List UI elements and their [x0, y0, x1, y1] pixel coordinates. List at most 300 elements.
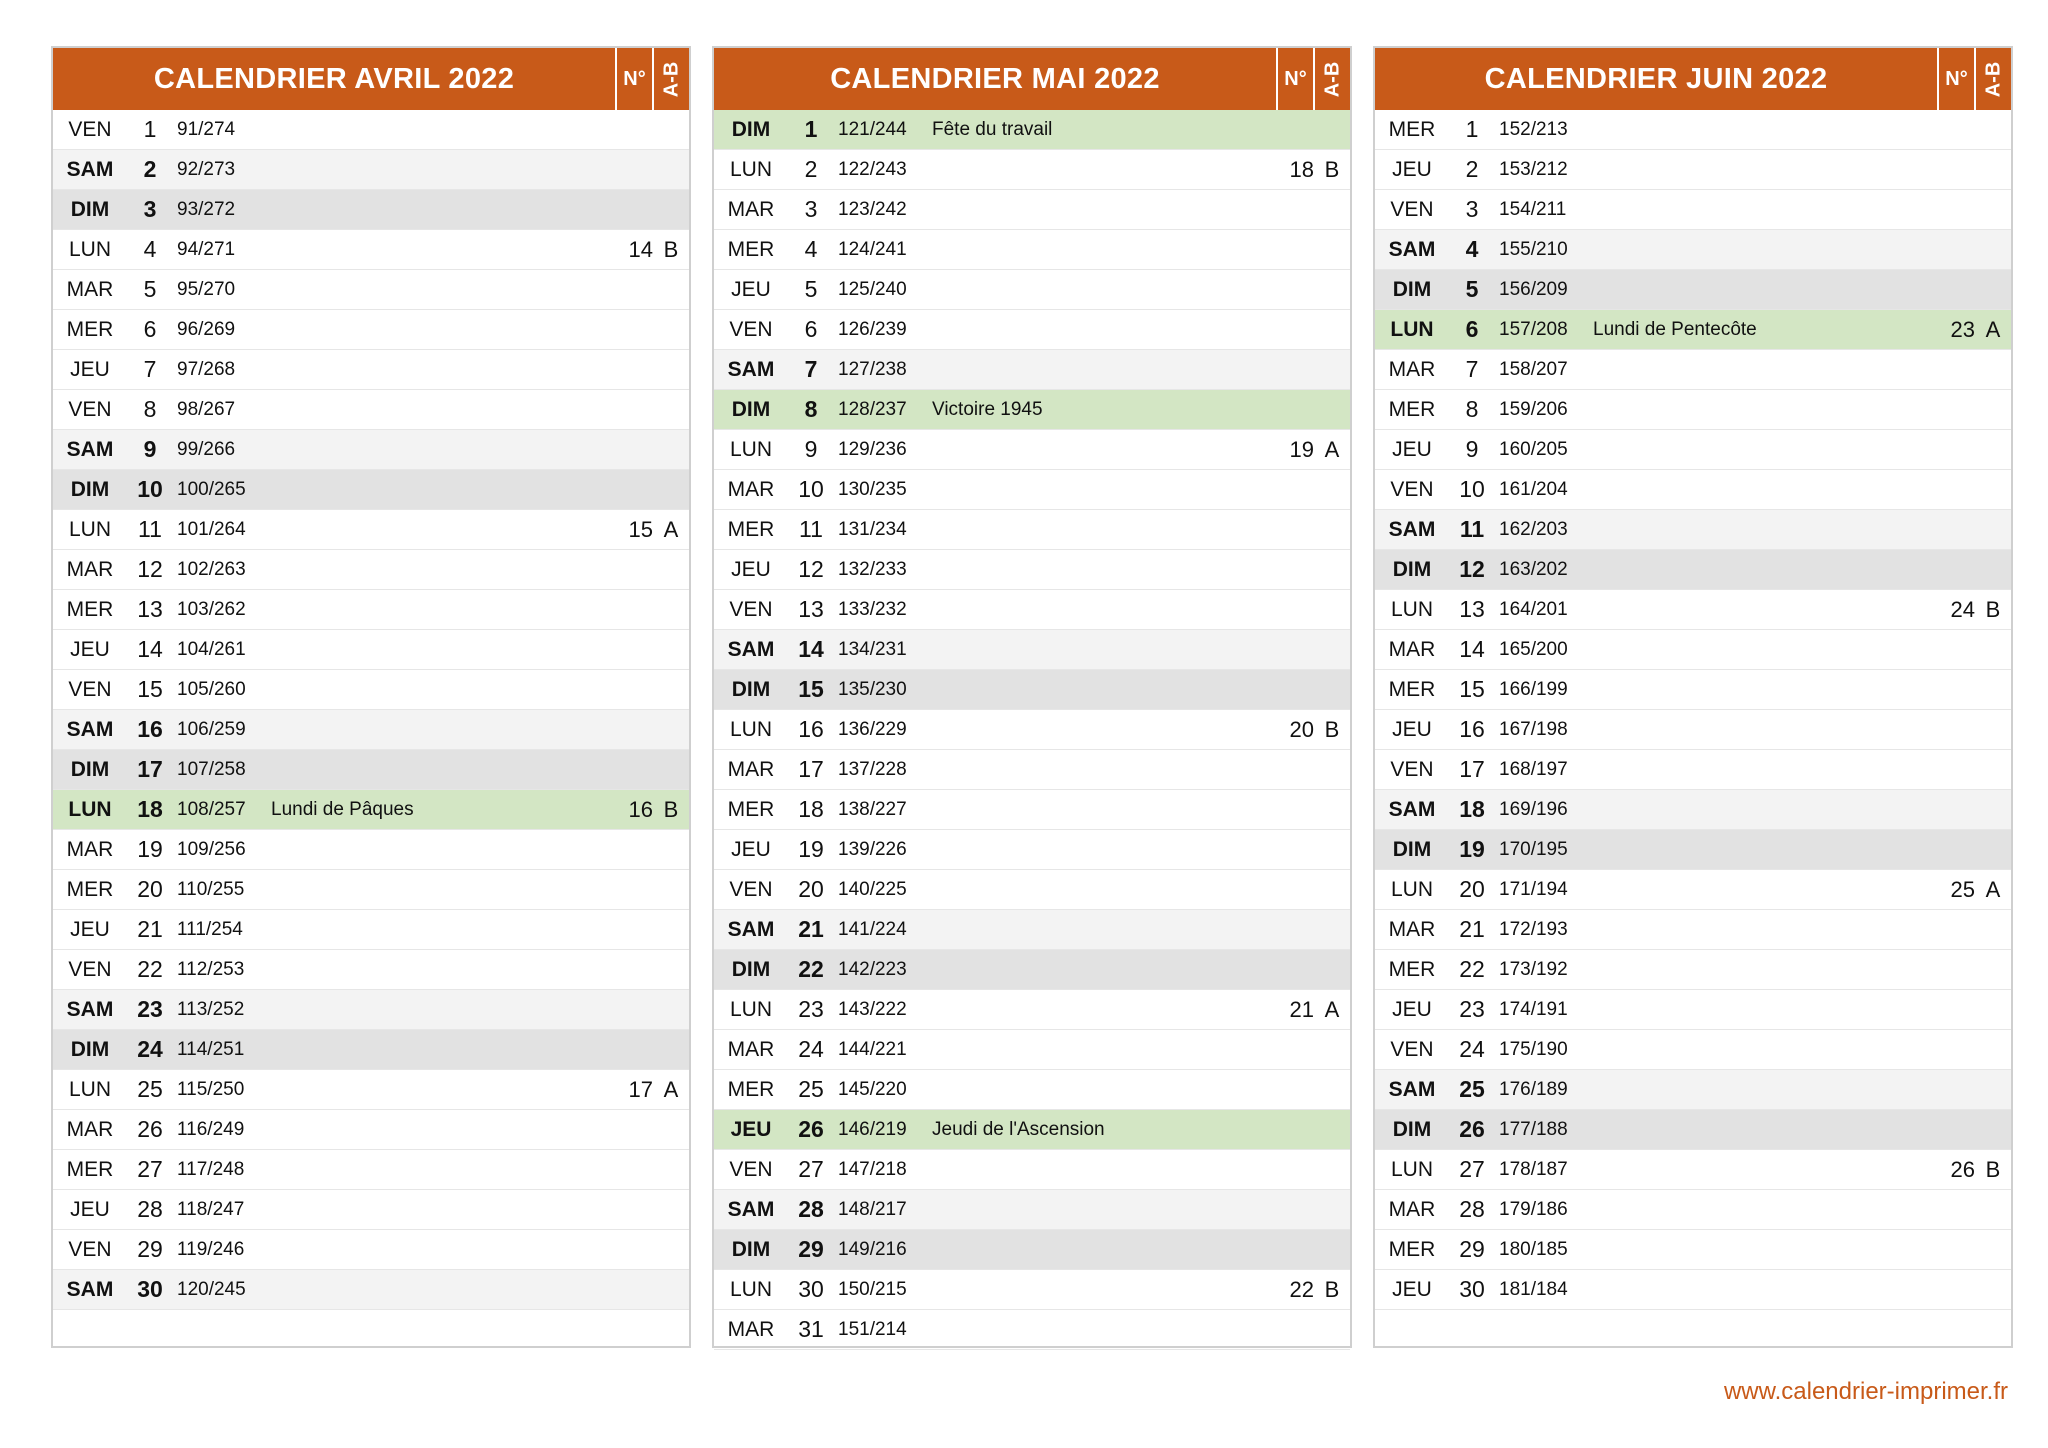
day-number: 27: [137, 1156, 163, 1182]
day-row: [53, 670, 689, 710]
day-name: VEN: [729, 1157, 773, 1181]
day-name: JEU: [70, 357, 110, 381]
day-name: MAR: [66, 1117, 114, 1141]
day-row: [714, 110, 1350, 150]
week-ab: B: [663, 236, 679, 262]
day-row: [1375, 150, 2011, 190]
week-number: 14: [628, 236, 653, 262]
day-name: MAR: [1388, 357, 1436, 381]
day-number: 16: [1459, 716, 1485, 742]
day-name: LUN: [68, 1077, 111, 1101]
day-name: VEN: [729, 317, 773, 341]
day-number: 6: [143, 316, 157, 342]
day-of-year: 102/263: [177, 558, 246, 580]
day-of-year: 101/264: [177, 518, 246, 540]
day-row: [53, 230, 689, 270]
day-number: 2: [1465, 156, 1479, 182]
day-row: [53, 430, 689, 470]
day-of-year: 116/249: [177, 1118, 245, 1140]
day-of-year: 108/257: [177, 798, 246, 820]
day-number: 13: [137, 596, 163, 622]
day-number: 14: [1459, 636, 1485, 662]
day-name: DIM: [1392, 277, 1432, 301]
day-name: SAM: [66, 437, 114, 461]
day-row: [1375, 430, 2011, 470]
day-row: [53, 350, 689, 390]
day-of-year: 124/241: [838, 238, 907, 260]
week-number-header: N°: [1937, 48, 1974, 110]
day-row: [714, 1190, 1350, 1230]
day-name: JEU: [1392, 997, 1432, 1021]
day-name: DIM: [70, 1037, 110, 1061]
day-row: [1375, 630, 2011, 670]
calendar-title: CALENDRIER AVRIL 2022: [153, 62, 515, 95]
day-number: 3: [143, 196, 157, 222]
day-row: [714, 1070, 1350, 1110]
footer-website-link[interactable]: www.calendrier-imprimer.fr: [1723, 1378, 2008, 1405]
day-number: 22: [137, 956, 163, 982]
day-number: 23: [1459, 996, 1485, 1022]
day-name: JEU: [1392, 437, 1432, 461]
day-row: [1375, 1190, 2011, 1230]
day-of-year: 137/228: [838, 758, 907, 780]
day-name: LUN: [729, 157, 772, 181]
day-of-year: 126/239: [838, 318, 907, 340]
day-row: [714, 1110, 1350, 1150]
week-number: 21: [1289, 996, 1314, 1022]
day-of-year: 135/230: [838, 678, 907, 700]
day-name: VEN: [68, 397, 112, 421]
day-of-year: 92/273: [177, 158, 236, 180]
day-name: LUN: [1390, 1157, 1433, 1181]
day-name: JEU: [731, 837, 771, 861]
day-row: [714, 910, 1350, 950]
day-of-year: 100/265: [177, 478, 246, 500]
day-name: JEU: [731, 277, 771, 301]
day-name: JEU: [70, 637, 110, 661]
day-row: [1375, 110, 2011, 150]
day-name: VEN: [68, 117, 112, 141]
holiday-label: Lundi de Pentecôte: [1593, 318, 1757, 340]
day-row: [714, 1030, 1350, 1070]
day-name: LUN: [68, 517, 111, 541]
day-name: LUN: [729, 1277, 772, 1301]
day-name: MER: [66, 877, 114, 901]
day-row: [1375, 270, 2011, 310]
day-name: MER: [66, 317, 114, 341]
day-row: [714, 670, 1350, 710]
calendar-header: [1375, 48, 2011, 110]
day-name: MER: [66, 1157, 114, 1181]
day-name: DIM: [1392, 837, 1432, 861]
day-of-year: 136/229: [838, 718, 907, 740]
day-number: 13: [1459, 596, 1485, 622]
week-number: 15: [628, 516, 653, 542]
day-row: [1375, 1030, 2011, 1070]
day-of-year: 159/206: [1499, 398, 1568, 420]
day-row: [53, 790, 689, 830]
day-name: MAR: [66, 557, 114, 581]
day-row: [1375, 550, 2011, 590]
day-number: 30: [1459, 1276, 1485, 1302]
day-of-year: 122/243: [838, 158, 907, 180]
week-number-header: N°: [615, 48, 652, 110]
day-number: 22: [798, 956, 824, 982]
week-ab-header: [1974, 48, 2011, 110]
week-ab: A: [663, 516, 679, 542]
week-ab: A: [663, 1076, 679, 1102]
week-ab: B: [1324, 716, 1340, 742]
day-row: [714, 190, 1350, 230]
day-row: [1375, 870, 2011, 910]
day-number: 20: [1459, 876, 1485, 902]
day-number: 13: [798, 596, 824, 622]
day-name: DIM: [1392, 557, 1432, 581]
day-number: 15: [798, 676, 824, 702]
calendar-header: [53, 48, 689, 110]
day-row: [53, 990, 689, 1030]
day-name: SAM: [66, 1277, 114, 1301]
week-number: 16: [628, 796, 653, 822]
day-number: 17: [137, 756, 163, 782]
day-row: [1375, 990, 2011, 1030]
day-number: 23: [137, 996, 163, 1022]
day-of-year: 99/266: [177, 438, 236, 460]
day-number: 9: [143, 436, 157, 462]
week-ab: B: [663, 796, 679, 822]
day-number: 19: [137, 836, 163, 862]
day-name: JEU: [70, 1197, 110, 1221]
day-rows: [714, 110, 1350, 1350]
day-name: MAR: [66, 277, 114, 301]
day-row: [53, 830, 689, 870]
day-name: VEN: [1390, 1037, 1434, 1061]
day-name: LUN: [68, 237, 111, 261]
day-of-year: 112/253: [177, 958, 245, 980]
day-row: [714, 430, 1350, 470]
day-row: [1375, 670, 2011, 710]
day-row: [714, 1230, 1350, 1270]
day-number: 2: [143, 156, 157, 182]
day-of-year: 131/234: [838, 518, 907, 540]
week-number: 22: [1289, 1276, 1314, 1302]
day-name: MAR: [66, 837, 114, 861]
day-number: 4: [143, 236, 157, 262]
day-number: 6: [1465, 316, 1479, 342]
day-row: [53, 750, 689, 790]
day-row: [1375, 950, 2011, 990]
day-row: [53, 510, 689, 550]
day-of-year: 115/250: [177, 1078, 245, 1100]
day-of-year: 177/188: [1499, 1118, 1568, 1140]
day-number: 11: [138, 516, 162, 542]
day-of-year: 167/198: [1499, 718, 1568, 740]
day-row: [714, 830, 1350, 870]
day-of-year: 155/210: [1499, 238, 1568, 260]
day-of-year: 144/221: [838, 1038, 907, 1060]
day-of-year: 158/207: [1499, 358, 1568, 380]
day-of-year: 149/216: [838, 1238, 907, 1260]
day-row: [53, 470, 689, 510]
day-of-year: 154/211: [1499, 198, 1567, 220]
day-of-year: 103/262: [177, 598, 246, 620]
day-number: 29: [137, 1236, 163, 1262]
week-ab: B: [1985, 596, 2001, 622]
day-number: 25: [137, 1076, 163, 1102]
day-of-year: 95/270: [177, 278, 236, 300]
day-of-year: 94/271: [177, 238, 236, 260]
week-number: 19: [1289, 436, 1314, 462]
day-of-year: 117/248: [177, 1158, 245, 1180]
day-number: 8: [143, 396, 157, 422]
day-name: MAR: [727, 1317, 775, 1341]
holiday-label: Jeudi de l'Ascension: [932, 1118, 1105, 1140]
day-name: MER: [1388, 117, 1436, 141]
holiday-label: Victoire 1945: [932, 398, 1043, 420]
day-number: 27: [1459, 1156, 1485, 1182]
day-of-year: 146/219: [838, 1118, 907, 1140]
day-of-year: 123/242: [838, 198, 907, 220]
day-of-year: 139/226: [838, 838, 907, 860]
day-number: 12: [1459, 556, 1485, 582]
day-name: MAR: [1388, 917, 1436, 941]
holiday-label: Fête du travail: [932, 118, 1053, 140]
day-name: DIM: [731, 957, 771, 981]
day-row: [1375, 1070, 2011, 1110]
day-row: [53, 1190, 689, 1230]
calendar-title: CALENDRIER JUIN 2022: [1484, 62, 1828, 95]
day-number: 16: [137, 716, 163, 742]
day-name: DIM: [731, 397, 771, 421]
day-number: 6: [804, 316, 818, 342]
day-of-year: 97/268: [177, 358, 236, 380]
day-of-year: 121/244: [838, 118, 907, 140]
day-of-year: 161/204: [1499, 478, 1568, 500]
day-row: [53, 1070, 689, 1110]
day-of-year: 156/209: [1499, 278, 1568, 300]
day-row: [1375, 470, 2011, 510]
day-number: 5: [804, 276, 818, 302]
day-of-year: 118/247: [177, 1198, 245, 1220]
week-number: 23: [1950, 316, 1975, 342]
day-name: MAR: [727, 1037, 775, 1061]
day-number: 25: [1459, 1076, 1485, 1102]
day-number: 28: [798, 1196, 824, 1222]
day-row: [714, 510, 1350, 550]
day-number: 24: [1459, 1036, 1485, 1062]
day-of-year: 160/205: [1499, 438, 1568, 460]
day-row: [53, 950, 689, 990]
day-row: [53, 630, 689, 670]
day-of-year: 106/259: [177, 718, 246, 740]
day-number: 28: [137, 1196, 163, 1222]
day-name: SAM: [727, 1197, 775, 1221]
day-of-year: 96/269: [177, 318, 236, 340]
day-number: 10: [137, 476, 163, 502]
day-of-year: 119/246: [177, 1238, 245, 1260]
day-of-year: 140/225: [838, 878, 907, 900]
day-name: MAR: [1388, 1197, 1436, 1221]
day-row: [53, 1230, 689, 1270]
day-number: 19: [798, 836, 824, 862]
day-number: 5: [1465, 276, 1479, 302]
day-of-year: 171/194: [1499, 878, 1568, 900]
day-name: VEN: [1390, 197, 1434, 221]
day-number: 26: [137, 1116, 163, 1142]
day-name: DIM: [731, 1237, 771, 1261]
day-of-year: 125/240: [838, 278, 907, 300]
day-number: 18: [798, 796, 824, 822]
day-number: 15: [137, 676, 163, 702]
day-number: 2: [804, 156, 818, 182]
day-number: 24: [137, 1036, 163, 1062]
day-row: [1375, 230, 2011, 270]
day-name: LUN: [729, 437, 772, 461]
day-row: [714, 630, 1350, 670]
day-row: [1375, 910, 2011, 950]
day-number: 22: [1459, 956, 1485, 982]
day-of-year: 145/220: [838, 1078, 907, 1100]
day-number: 1: [1465, 116, 1479, 142]
day-of-year: 148/217: [838, 1198, 907, 1220]
day-name: SAM: [1388, 517, 1436, 541]
week-number: 25: [1950, 876, 1975, 902]
week-ab: A: [1985, 316, 2001, 342]
day-row: [1375, 1150, 2011, 1190]
day-of-year: 133/232: [838, 598, 907, 620]
day-name: SAM: [66, 997, 114, 1021]
day-number: 17: [798, 756, 824, 782]
day-name: LUN: [729, 997, 772, 1021]
week-ab: A: [1324, 996, 1340, 1022]
calendar-may: [712, 46, 1352, 1348]
day-of-year: 151/214: [838, 1318, 907, 1340]
day-name: JEU: [1392, 1277, 1432, 1301]
week-ab: B: [1985, 1156, 2001, 1182]
day-row: [714, 870, 1350, 910]
day-of-year: 164/201: [1499, 598, 1568, 620]
day-row: [1375, 390, 2011, 430]
day-name: LUN: [729, 717, 772, 741]
day-row: [1375, 790, 2011, 830]
day-of-year: 132/233: [838, 558, 907, 580]
day-name: LUN: [1390, 597, 1433, 621]
day-of-year: 138/227: [838, 798, 907, 820]
day-of-year: 165/200: [1499, 638, 1568, 660]
day-number: 31: [798, 1316, 824, 1342]
day-name: JEU: [70, 917, 110, 941]
day-of-year: 180/185: [1499, 1238, 1568, 1260]
day-name: MER: [1388, 1237, 1436, 1261]
day-of-year: 168/197: [1499, 758, 1568, 780]
day-number: 30: [798, 1276, 824, 1302]
day-name: SAM: [66, 157, 114, 181]
day-row: [1375, 1270, 2011, 1310]
day-row: [1375, 710, 2011, 750]
day-number: 23: [798, 996, 824, 1022]
day-name: DIM: [70, 477, 110, 501]
day-number: 4: [1465, 236, 1479, 262]
day-number: 1: [143, 116, 157, 142]
day-row: [714, 1310, 1350, 1350]
day-number: 19: [1459, 836, 1485, 862]
day-number: 18: [137, 796, 163, 822]
day-name: LUN: [68, 797, 112, 821]
day-row: [714, 750, 1350, 790]
day-of-year: 128/237: [838, 398, 907, 420]
day-name: MER: [727, 797, 775, 821]
day-number: 15: [1459, 676, 1485, 702]
day-name: SAM: [66, 717, 114, 741]
day-name: SAM: [727, 637, 775, 661]
day-row: [53, 270, 689, 310]
day-number: 12: [137, 556, 163, 582]
day-name: VEN: [68, 957, 112, 981]
day-row: [53, 550, 689, 590]
day-of-year: 178/187: [1499, 1158, 1568, 1180]
day-number: 29: [798, 1236, 824, 1262]
week-number: 26: [1950, 1156, 1975, 1182]
day-name: MER: [66, 597, 114, 621]
week-ab-label: A-B: [1321, 61, 1344, 97]
day-of-year: 111/254: [177, 918, 243, 940]
day-number: 10: [1459, 476, 1485, 502]
day-number: 28: [1459, 1196, 1485, 1222]
day-number: 11: [1459, 516, 1485, 542]
day-number: 20: [137, 876, 163, 902]
day-of-year: 110/255: [177, 878, 245, 900]
day-name: DIM: [70, 197, 110, 221]
day-number: 10: [798, 476, 824, 502]
day-of-year: 179/186: [1499, 1198, 1568, 1220]
day-number: 12: [798, 556, 824, 582]
day-row: [714, 990, 1350, 1030]
day-of-year: 129/236: [838, 438, 907, 460]
day-name: JEU: [1392, 717, 1432, 741]
day-name: MAR: [727, 757, 775, 781]
day-of-year: 147/218: [838, 1158, 907, 1180]
calendar-june: [1373, 46, 2013, 1348]
day-name: DIM: [1392, 1117, 1432, 1141]
day-of-year: 176/189: [1499, 1078, 1568, 1100]
day-row: [1375, 750, 2011, 790]
day-of-year: 107/258: [177, 758, 246, 780]
day-name: MER: [727, 517, 775, 541]
day-name: VEN: [68, 677, 112, 701]
day-of-year: 172/193: [1499, 918, 1568, 940]
day-row: [53, 590, 689, 630]
day-row: [1375, 310, 2011, 350]
day-of-year: 105/260: [177, 678, 246, 700]
week-ab: B: [1324, 156, 1340, 182]
day-row: [1375, 830, 2011, 870]
week-number: 20: [1289, 716, 1314, 742]
day-row: [1375, 590, 2011, 630]
day-row: [714, 710, 1350, 750]
day-name: MAR: [727, 197, 775, 221]
day-number: 8: [804, 396, 818, 422]
week-number: 17: [628, 1076, 653, 1102]
day-name: JEU: [1392, 157, 1432, 181]
day-number: 7: [804, 356, 818, 382]
day-of-year: 166/199: [1499, 678, 1568, 700]
day-number: 5: [143, 276, 157, 302]
day-of-year: 175/190: [1499, 1038, 1568, 1060]
day-row: [53, 1110, 689, 1150]
day-name: VEN: [1390, 477, 1434, 501]
day-name: SAM: [1388, 797, 1436, 821]
day-rows: [53, 110, 689, 1310]
